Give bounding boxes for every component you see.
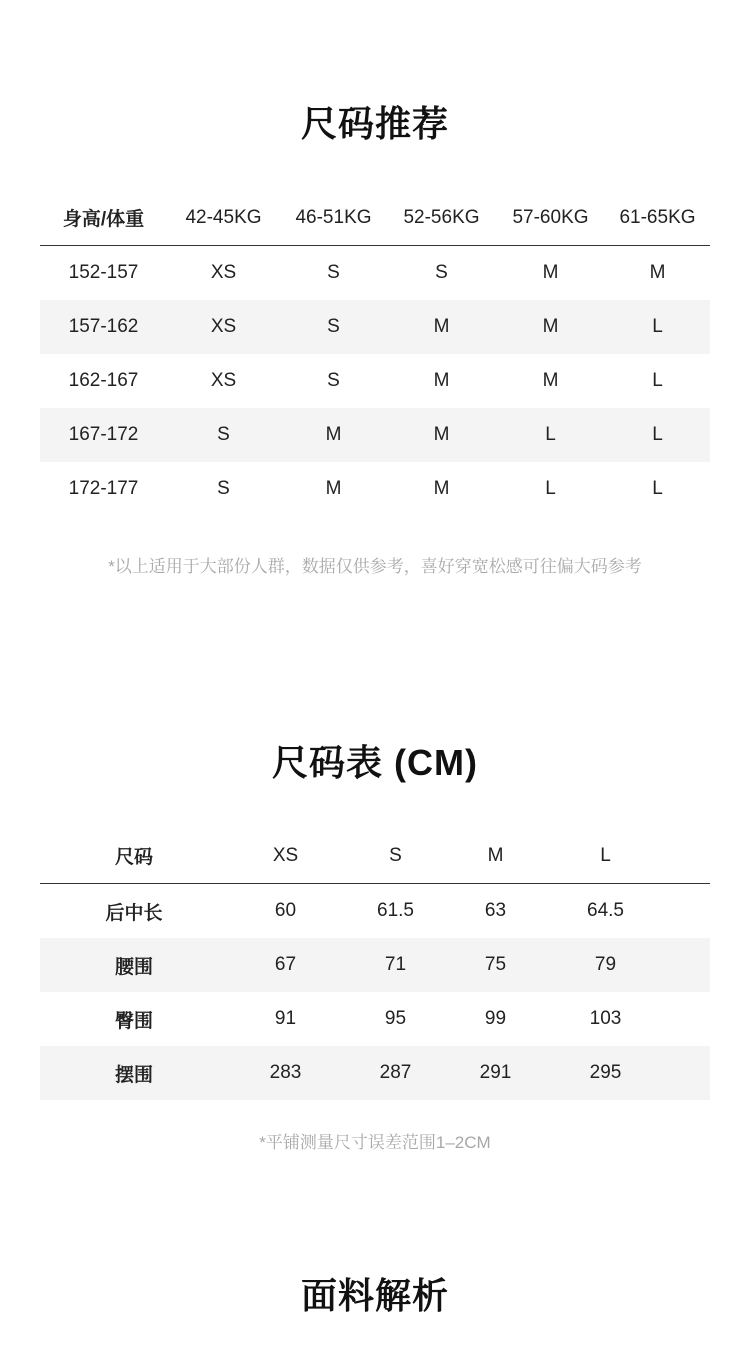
measurement-label: 摆围: [40, 1046, 228, 1100]
header-height-weight: 身高/体重: [40, 190, 167, 246]
measurement-value: 61.5: [377, 900, 414, 921]
height-cell: 152-157: [68, 262, 139, 283]
row-spacer: [668, 992, 710, 1046]
fabric-analysis-title: 面料解析: [300, 1275, 449, 1316]
table-row: [40, 938, 710, 992]
size-cell: M: [325, 478, 342, 499]
header-cell: 52-56KG: [387, 190, 496, 246]
size-cell: L: [605, 408, 710, 462]
size-cell: S: [327, 370, 340, 391]
size-cell: L: [652, 370, 663, 391]
header-cell: 42-45KG: [167, 190, 280, 246]
measurement-value: 295: [543, 1046, 668, 1100]
header-spacer: [668, 828, 710, 884]
measurement-value: 75: [448, 938, 543, 992]
header-cell: L: [543, 828, 668, 884]
measurement-value: 71: [343, 938, 448, 992]
size-cell: M: [433, 370, 450, 391]
height-cell: 172-177: [68, 478, 139, 499]
size-cell: S: [167, 408, 280, 462]
table-row: [40, 300, 710, 354]
height-cell: 157-162: [40, 300, 167, 354]
size-cell: M: [649, 262, 666, 283]
measurement-value: 95: [384, 1008, 407, 1029]
row-spacer: [668, 1046, 710, 1100]
size-cell: L: [605, 300, 710, 354]
size-recommendation-title: 尺码推荐: [300, 103, 449, 144]
height-cell: 167-172: [40, 408, 167, 462]
size-cell: S: [327, 262, 340, 283]
table-header-row: [40, 190, 710, 246]
size-cell: L: [496, 408, 605, 462]
measurement-value: 79: [543, 938, 668, 992]
header-cell: 57-60KG: [496, 190, 605, 246]
size-cell: M: [496, 300, 605, 354]
size-cell: XS: [210, 370, 237, 391]
size-cell: S: [217, 478, 230, 499]
row-spacer: [668, 884, 710, 939]
header-cell: 46-51KG: [280, 190, 387, 246]
size-cell: M: [387, 300, 496, 354]
measurement-value: 67: [228, 938, 343, 992]
size-cell: M: [387, 408, 496, 462]
measurement-value: 63: [484, 900, 507, 921]
measurement-value: 91: [274, 1008, 297, 1029]
table-row: [40, 992, 710, 1046]
table-row: [40, 246, 710, 301]
measurement-label: 腰围: [40, 938, 228, 992]
size-chart-title: 尺码表 (CM): [272, 742, 478, 783]
size-cell: M: [542, 262, 559, 283]
table-row: [40, 884, 710, 939]
table-row: [40, 1046, 710, 1100]
table-row: [40, 354, 710, 408]
header-cell: XS: [228, 828, 343, 884]
measurement-value: 60: [274, 900, 297, 921]
measurement-value: 283: [228, 1046, 343, 1100]
table-row: [40, 462, 710, 516]
header-size: 尺码: [40, 828, 228, 884]
measurement-value: 287: [343, 1046, 448, 1100]
table-row: [40, 408, 710, 462]
header-cell: 61-65KG: [605, 190, 710, 246]
header-cell: M: [448, 828, 543, 884]
header-cell: S: [343, 828, 448, 884]
size-cell: M: [280, 408, 387, 462]
size-recommendation-table: [40, 190, 710, 516]
measurement-value: 99: [484, 1008, 507, 1029]
size-cell: S: [435, 262, 448, 283]
size-cell: L: [545, 478, 556, 499]
size-cell: XS: [210, 262, 237, 283]
measurement-value: 291: [448, 1046, 543, 1100]
recommendation-note: *以上适用于大部份人群，数据仅供参考，喜好穿宽松感可往偏大码参考: [108, 557, 642, 576]
table-header-row: [40, 828, 710, 884]
size-cell: S: [280, 300, 387, 354]
size-cell: M: [433, 478, 450, 499]
size-cell: L: [652, 478, 663, 499]
measurement-note: *平铺测量尺寸误差范围1–2CM: [259, 1133, 491, 1152]
row-spacer: [668, 938, 710, 992]
measurement-value: 64.5: [587, 900, 624, 921]
size-cell: XS: [167, 300, 280, 354]
height-cell: 162-167: [68, 370, 139, 391]
measurement-label: 后中长: [105, 902, 163, 924]
size-chart-table: [40, 828, 710, 1100]
measurement-label: 臀围: [114, 1010, 153, 1032]
size-cell: M: [542, 370, 559, 391]
measurement-value: 103: [589, 1008, 622, 1029]
